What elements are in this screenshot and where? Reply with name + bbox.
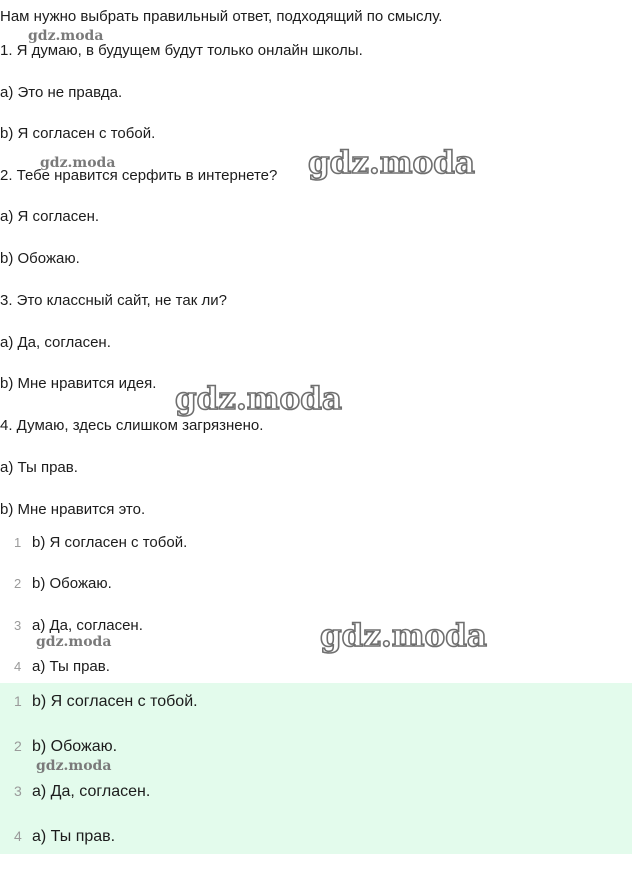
highlighted-answer-item bbox=[14, 736, 117, 757]
question-1-option-a: a) Это не правда. bbox=[0, 84, 123, 101]
watermark-logo-small: gdz.moda bbox=[36, 758, 112, 774]
highlighted-answer-item bbox=[14, 826, 115, 847]
answer-number: 4 bbox=[14, 828, 22, 844]
answer-text: a) Да, согласен. bbox=[32, 783, 151, 800]
highlighted-answer-item bbox=[14, 691, 198, 712]
question-4-option-a: a) Ты прав. bbox=[0, 459, 78, 476]
question-1: 1. Я думаю, в будущем будут только онлайн школы. bbox=[0, 42, 363, 59]
answer-number: 3 bbox=[14, 618, 22, 633]
answer-number: 2 bbox=[14, 738, 22, 754]
answer-text: a) Ты прав. bbox=[32, 828, 116, 845]
highlighted-answer-item bbox=[14, 781, 150, 802]
watermark-logo-big: gdz.moda bbox=[175, 381, 342, 417]
answer-text: b) Я согласен с тобой. bbox=[32, 534, 188, 551]
question-4-option-b: b) Мне нравится это. bbox=[0, 501, 146, 518]
answer-text: b) Я согласен с тобой. bbox=[32, 693, 198, 710]
intro-text: Нам нужно выбрать правильный ответ, подходящий по смыслу. bbox=[0, 8, 443, 25]
question-2-option-b: b) Обожаю. bbox=[0, 250, 80, 267]
answer-text: a) Да, согласен. bbox=[32, 617, 143, 634]
answer-number: 3 bbox=[14, 783, 22, 799]
question-2-option-a: a) Я согласен. bbox=[0, 208, 100, 225]
watermark-logo-small: gdz.moda bbox=[36, 634, 112, 650]
question-2: 2. Тебе нравится серфить в интернете? bbox=[0, 167, 278, 184]
answer-text: b) Обожаю. bbox=[32, 575, 112, 592]
question-4: 4. Думаю, здесь слишком загрязнено. bbox=[0, 417, 264, 434]
answer-number: 1 bbox=[14, 693, 22, 709]
answer-item bbox=[14, 533, 187, 553]
watermark-logo-small: gdz.moda bbox=[40, 155, 116, 171]
answer-item bbox=[14, 616, 143, 636]
watermark-logo-small: gdz.moda bbox=[28, 28, 104, 44]
answer-number: 1 bbox=[14, 535, 22, 550]
answer-item bbox=[14, 657, 110, 677]
watermark-logo-big: gdz.moda bbox=[320, 618, 487, 654]
answer-text: a) Ты прав. bbox=[32, 658, 110, 675]
question-3-option-a: a) Да, согласен. bbox=[0, 334, 111, 351]
question-3: 3. Это классный сайт, не так ли? bbox=[0, 292, 227, 309]
answer-number: 4 bbox=[14, 659, 22, 674]
watermark-logo-big: gdz.moda bbox=[308, 145, 475, 181]
question-3-option-b: b) Мне нравится идея. bbox=[0, 375, 157, 392]
answer-number: 2 bbox=[14, 576, 22, 591]
answer-item bbox=[14, 574, 112, 594]
answer-text: b) Обожаю. bbox=[32, 738, 118, 755]
question-1-option-b: b) Я согласен с тобой. bbox=[0, 125, 156, 142]
